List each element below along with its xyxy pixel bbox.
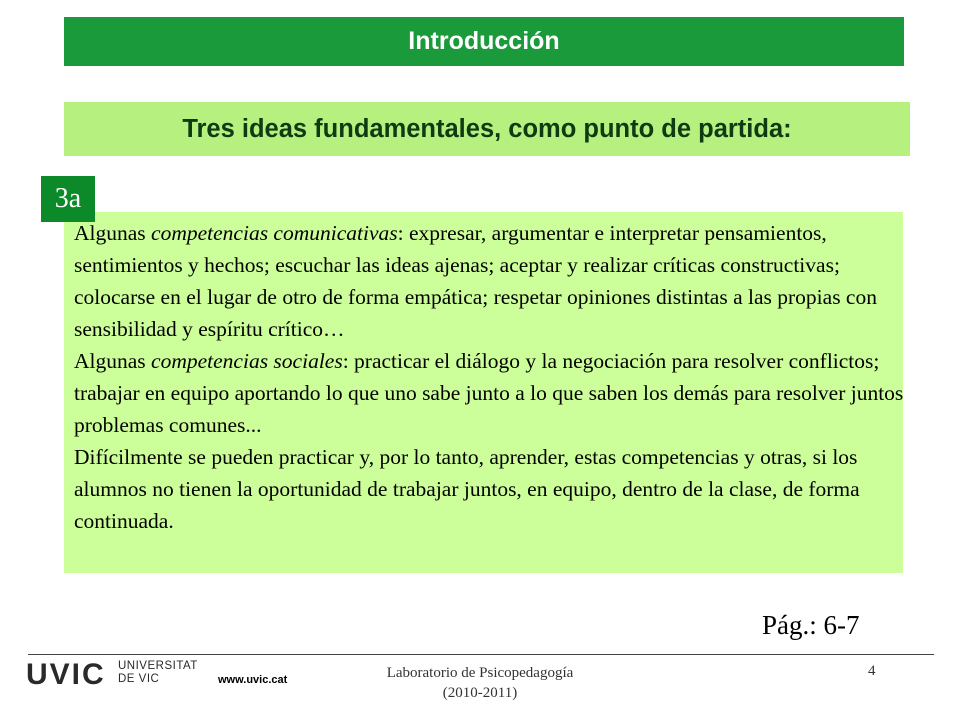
- paragraph-conclusion: Difícilmente se pueden practicar y, por lo tanto, aprender, estas competencias y otras, si los alumnos no tienen la oportunidad de trabajar juntos, en equipo, dentro de la clase, de forma continuada.: [74, 445, 860, 533]
- academic-years: (2010-2011): [442, 685, 518, 701]
- logo-line-1: UNIVERSITAT: [118, 660, 198, 672]
- section-title-banner: [64, 17, 904, 66]
- paragraph-communicative: [74, 217, 904, 345]
- footer-lab-info: [330, 663, 630, 703]
- subtitle-banner: [64, 102, 910, 156]
- website-link[interactable]: www.uvic.cat: [218, 674, 288, 686]
- page-reference: Pág.: 6-7: [762, 610, 860, 640]
- lab-name: Laboratorio de Psicopedagogía: [386, 665, 574, 681]
- logo-wordmark: [118, 660, 198, 686]
- p1-text: : expresar, argumentar e interpretar pensamientos, sentimientos y hechos; escuchar las ideas ajenas; aceptar y realizar críticas constructivas; colocarse en el lugar de otro de forma empática; respetar opiniones distintas a las propias con sensibilidad y espíritu crítico…: [74, 221, 877, 341]
- logo-mark: UVIC: [26, 658, 106, 691]
- term-communicative-competences: competencias comunicativas: [151, 221, 398, 245]
- p2-prefix: Algunas: [74, 349, 152, 373]
- p1-prefix: Algunas: [74, 221, 152, 245]
- footer-divider: [28, 654, 934, 655]
- slide-subtitle: Tres ideas fundamentales, como punto de partida:: [182, 114, 792, 143]
- page-number: 4: [868, 663, 876, 679]
- content-text: [74, 217, 904, 537]
- term-social-competences: competencias sociales: [151, 349, 343, 373]
- idea-badge-label: 3a: [54, 183, 82, 214]
- paragraph-social: [74, 345, 904, 441]
- section-title: Introducción: [408, 27, 560, 55]
- uvic-logo: [26, 658, 206, 692]
- p2-text: : practicar el diálogo y la negociación para resolver conflictos; trabajar en equipo aportando lo que uno sabe junto a lo que saben los demás para resolver juntos problemas comunes...: [74, 349, 904, 437]
- idea-badge: [41, 176, 95, 222]
- logo-line-2: DE VIC: [118, 673, 160, 685]
